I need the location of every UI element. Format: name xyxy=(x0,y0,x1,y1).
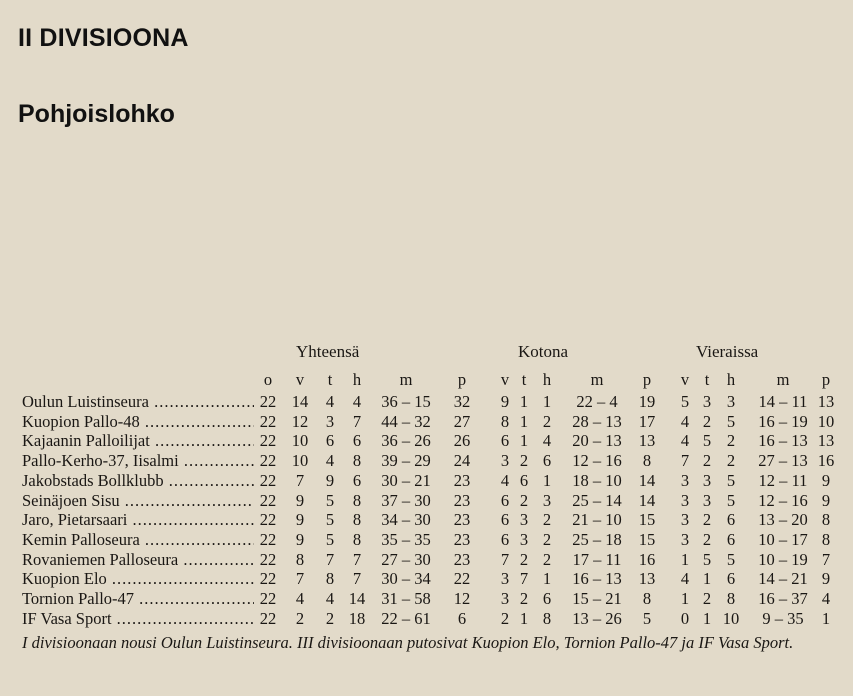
table-cell-home: 28 – 13 xyxy=(572,411,622,431)
table-cell-home: 6 xyxy=(500,510,510,530)
column-header-total: p xyxy=(457,370,467,389)
table-cell-total: 37 – 30 xyxy=(381,490,431,510)
table-cell-total: 23 xyxy=(453,490,471,510)
table-cell-home: 22 – 4 xyxy=(576,392,618,411)
table-cell-away: 4 xyxy=(680,411,690,431)
column-header-home: t xyxy=(521,370,527,389)
table-cell-total: 9 xyxy=(295,510,305,530)
table-cell-away: 4 xyxy=(680,431,690,451)
table-cell-total: 22 xyxy=(259,608,277,628)
team-name: Kuopion Elo ..... xyxy=(22,569,254,589)
table-cell-away: 9 – 35 xyxy=(762,608,804,628)
table-cell-home: 6 xyxy=(500,490,510,510)
table-cell-total: 5 xyxy=(325,510,335,530)
table-cell-total: 7 xyxy=(352,411,362,431)
table-cell-home: 20 – 13 xyxy=(572,431,622,451)
table-cell-away: 27 – 13 xyxy=(758,451,808,471)
table-cell-total: 35 – 35 xyxy=(381,529,431,549)
table-cell-away: 6 xyxy=(726,529,736,549)
column-header-total: m xyxy=(399,370,413,389)
table-cell-home: 2 xyxy=(542,411,552,431)
table-cell-away: 3 xyxy=(702,490,712,510)
team-name: Rovaniemen Palloseura ..... xyxy=(22,550,254,570)
table-cell-away: 8 xyxy=(821,510,831,530)
column-header-home: v xyxy=(500,370,510,389)
table-cell-total: 22 xyxy=(259,490,277,510)
table-cell-away: 14 – 21 xyxy=(758,569,808,589)
table-cell-away: 2 xyxy=(726,431,736,451)
table-cell-total: 22 xyxy=(259,431,277,451)
table-cell-away: 16 – 37 xyxy=(758,589,808,608)
table-cell-total: 22 xyxy=(259,392,277,411)
column-header-total: o xyxy=(263,370,273,389)
table-cell-total: 3 xyxy=(325,411,335,431)
table-cell-away: 16 – 13 xyxy=(758,431,808,451)
table-cell-home: 15 – 21 xyxy=(572,589,622,608)
table-cell-total: 22 xyxy=(259,470,277,490)
table-cell-away: 4 xyxy=(680,569,690,589)
table-cell-total: 34 – 30 xyxy=(381,510,431,530)
column-header-away: p xyxy=(821,370,831,389)
table-cell-total: 8 xyxy=(352,451,362,471)
table-cell-total: 8 xyxy=(295,549,305,569)
table-cell-away: 14 – 11 xyxy=(758,392,808,411)
table-cell-away: 6 xyxy=(726,510,736,530)
table-cell-home: 8 xyxy=(542,608,552,628)
table-cell-away: 10 xyxy=(722,608,740,628)
table-cell-home: 14 xyxy=(638,490,656,510)
table-cell-total: 7 xyxy=(352,549,362,569)
table-cell-away: 5 xyxy=(726,411,736,431)
column-header-total: v xyxy=(295,370,305,389)
table-cell-away: 10 xyxy=(817,411,835,431)
table-cell-home: 9 xyxy=(500,392,510,411)
table-cell-total: 10 xyxy=(291,451,309,471)
table-cell-home: 8 xyxy=(642,589,652,608)
table-cell-total: 4 xyxy=(352,392,362,411)
column-header-home: m xyxy=(590,370,604,389)
column-header-home: h xyxy=(542,370,552,389)
team-name: Jakobstads Bollklubb ..... xyxy=(22,471,254,491)
table-cell-home: 25 – 14 xyxy=(572,490,622,510)
table-cell-away: 5 xyxy=(726,470,736,490)
group-header-home: Kotona xyxy=(518,342,569,361)
table-cell-home: 7 xyxy=(500,549,510,569)
division-title: II DIVISIOONA xyxy=(18,24,189,52)
table-cell-total: 4 xyxy=(295,589,305,608)
table-cell-total: 22 xyxy=(259,411,277,431)
table-cell-away: 2 xyxy=(702,589,712,608)
table-cell-away: 5 xyxy=(702,549,712,569)
team-name: Pallo-Kerho-37, Iisalmi ..... xyxy=(22,451,254,471)
table-cell-total: 7 xyxy=(352,569,362,589)
table-cell-away: 6 xyxy=(726,569,736,589)
table-cell-away: 1 xyxy=(702,608,712,628)
table-cell-home: 2 xyxy=(519,451,529,471)
table-cell-total: 30 – 34 xyxy=(381,569,431,589)
table-cell-total: 23 xyxy=(453,470,471,490)
table-cell-total: 22 xyxy=(259,451,277,471)
table-cell-away: 5 xyxy=(726,549,736,569)
table-cell-away: 5 xyxy=(702,431,712,451)
table-cell-total: 27 xyxy=(453,411,471,431)
table-cell-total: 4 xyxy=(325,589,335,608)
table-cell-total: 22 – 61 xyxy=(381,608,431,628)
section-title: Pohjoislohko xyxy=(18,100,175,128)
table-cell-away: 1 xyxy=(821,608,831,628)
table-cell-away: 7 xyxy=(821,549,831,569)
column-header-total: h xyxy=(352,370,362,389)
table-cell-away: 10 – 19 xyxy=(758,549,808,569)
table-cell-total: 2 xyxy=(295,608,305,628)
column-header-away: v xyxy=(680,370,690,389)
table-cell-away: 3 xyxy=(702,392,712,411)
table-cell-total: 8 xyxy=(352,529,362,549)
table-cell-home: 17 xyxy=(638,411,656,431)
table-cell-away: 3 xyxy=(680,470,690,490)
table-cell-home: 6 xyxy=(542,589,552,608)
table-cell-total: 22 xyxy=(453,569,471,589)
team-name: Kemin Palloseura ..... xyxy=(22,530,254,550)
table-cell-home: 3 xyxy=(500,589,510,608)
table-cell-total: 9 xyxy=(325,470,335,490)
table-cell-home: 6 xyxy=(542,451,552,471)
table-cell-total: 22 xyxy=(259,569,277,589)
table-cell-total: 12 xyxy=(453,589,471,608)
footnote: I divisioonaan nousi Oulun Luistinseura. III divisioonaan putosivat Kuopion Elo, Tornion Pallo-47 ja IF Vasa Sport. xyxy=(22,633,794,652)
table-cell-away: 5 xyxy=(726,490,736,510)
table-cell-home: 15 xyxy=(638,529,656,549)
table-cell-home: 6 xyxy=(500,431,510,451)
table-cell-away: 9 xyxy=(821,569,831,589)
table-cell-total: 6 xyxy=(325,431,335,451)
table-cell-total: 22 xyxy=(259,549,277,569)
table-cell-total: 6 xyxy=(352,470,362,490)
table-cell-home: 2 xyxy=(542,549,552,569)
table-cell-total: 27 – 30 xyxy=(381,549,431,569)
team-name: IF Vasa Sport ..... xyxy=(22,609,254,629)
table-cell-away: 3 xyxy=(680,510,690,530)
table-cell-away: 0 xyxy=(680,608,690,628)
table-cell-total: 14 xyxy=(291,392,309,411)
table-cell-total: 4 xyxy=(325,392,335,411)
table-cell-away: 3 xyxy=(680,529,690,549)
table-cell-total: 8 xyxy=(352,510,362,530)
column-header-home: p xyxy=(642,370,652,389)
table-cell-home: 4 xyxy=(500,470,510,490)
table-cell-away: 5 xyxy=(680,392,690,411)
table-cell-away: 13 xyxy=(817,431,835,451)
table-cell-away: 10 – 17 xyxy=(758,529,808,549)
table-cell-home: 19 xyxy=(638,392,656,411)
table-cell-total: 30 – 21 xyxy=(381,470,431,490)
table-cell-away: 1 xyxy=(680,589,690,608)
table-cell-away: 16 xyxy=(817,451,835,471)
table-cell-home: 2 xyxy=(542,510,552,530)
table-cell-away: 12 – 16 xyxy=(758,490,808,510)
table-cell-home: 3 xyxy=(500,569,510,589)
table-cell-away: 1 xyxy=(680,549,690,569)
table-cell-home: 2 xyxy=(519,549,529,569)
table-cell-total: 39 – 29 xyxy=(381,451,431,471)
table-cell-total: 23 xyxy=(453,529,471,549)
table-cell-total: 23 xyxy=(453,510,471,530)
table-cell-home: 6 xyxy=(500,529,510,549)
table-cell-home: 1 xyxy=(519,608,529,628)
table-cell-home: 21 – 10 xyxy=(572,510,622,530)
table-cell-away: 2 xyxy=(702,529,712,549)
table-cell-away: 3 xyxy=(680,490,690,510)
table-cell-total: 8 xyxy=(352,490,362,510)
table-cell-home: 14 xyxy=(638,470,656,490)
table-cell-home: 2 xyxy=(542,529,552,549)
team-name: Jaro, Pietarsaari ..... xyxy=(22,510,254,530)
table-cell-total: 18 xyxy=(348,608,366,628)
table-cell-away: 9 xyxy=(821,490,831,510)
table-cell-total: 5 xyxy=(325,529,335,549)
table-cell-away: 12 – 11 xyxy=(758,470,808,490)
table-cell-home: 4 xyxy=(542,431,552,451)
table-cell-home: 1 xyxy=(542,392,552,411)
table-cell-home: 1 xyxy=(519,431,529,451)
table-cell-total: 14 xyxy=(348,589,366,608)
table-cell-away: 9 xyxy=(821,470,831,490)
table-cell-home: 25 – 18 xyxy=(572,529,622,549)
table-cell-total: 32 xyxy=(453,392,471,411)
table-cell-home: 7 xyxy=(519,569,529,589)
team-name: Tornion Pallo-47 ..... xyxy=(22,589,254,609)
column-header-away: m xyxy=(776,370,790,389)
table-cell-home: 2 xyxy=(500,608,510,628)
table-cell-away: 8 xyxy=(726,589,736,608)
table-cell-total: 36 – 15 xyxy=(381,392,431,411)
table-cell-total: 10 xyxy=(291,431,309,451)
table-cell-away: 16 – 19 xyxy=(758,411,808,431)
table-cell-away: 2 xyxy=(702,411,712,431)
table-cell-away: 3 xyxy=(702,470,712,490)
table-cell-home: 13 – 26 xyxy=(572,608,622,628)
table-cell-home: 17 – 11 xyxy=(572,549,622,569)
table-cell-home: 3 xyxy=(519,510,529,530)
table-cell-total: 8 xyxy=(325,569,335,589)
table-cell-away: 13 – 20 xyxy=(758,510,808,530)
table-cell-home: 16 – 13 xyxy=(572,569,622,589)
column-header-total: t xyxy=(327,370,333,389)
table-cell-home: 6 xyxy=(519,470,529,490)
table-cell-home: 5 xyxy=(642,608,652,628)
table-cell-total: 23 xyxy=(453,549,471,569)
table-cell-home: 8 xyxy=(500,411,510,431)
table-cell-total: 22 xyxy=(259,510,277,530)
column-header-away: t xyxy=(704,370,710,389)
table-cell-total: 12 xyxy=(291,411,309,431)
group-header-away: Vieraissa xyxy=(696,342,759,361)
table-cell-away: 1 xyxy=(702,569,712,589)
table-cell-total: 4 xyxy=(325,451,335,471)
table-cell-total: 5 xyxy=(325,490,335,510)
column-header-away: h xyxy=(726,370,736,389)
team-name: Kajaanin Palloilijat ..... xyxy=(22,431,254,451)
table-cell-away: 2 xyxy=(702,451,712,471)
table-cell-away: 7 xyxy=(680,451,690,471)
table-cell-home: 3 xyxy=(542,490,552,510)
team-name: Kuopion Pallo-48 ..... xyxy=(22,412,254,432)
table-cell-away: 13 xyxy=(817,392,835,411)
table-cell-away: 3 xyxy=(726,392,736,411)
table-cell-away: 4 xyxy=(821,589,831,608)
table-cell-total: 31 – 58 xyxy=(381,589,431,608)
table-cell-away: 8 xyxy=(821,529,831,549)
table-cell-total: 9 xyxy=(295,529,305,549)
table-cell-home: 18 – 10 xyxy=(572,470,622,490)
table-cell-total: 7 xyxy=(295,470,305,490)
table-cell-away: 2 xyxy=(726,451,736,471)
table-cell-total: 44 – 32 xyxy=(381,411,431,431)
table-cell-total: 24 xyxy=(453,451,471,471)
table-cell-total: 36 – 26 xyxy=(381,431,431,451)
table-cell-total: 6 xyxy=(352,431,362,451)
table-cell-home: 16 xyxy=(638,549,656,569)
table-cell-total: 6 xyxy=(457,608,467,628)
table-cell-total: 22 xyxy=(259,529,277,549)
table-cell-home: 2 xyxy=(519,589,529,608)
table-cell-home: 3 xyxy=(500,451,510,471)
table-cell-home: 13 xyxy=(638,569,656,589)
table-cell-home: 13 xyxy=(638,431,656,451)
table-cell-total: 7 xyxy=(295,569,305,589)
table-cell-home: 1 xyxy=(542,569,552,589)
table-cell-home: 3 xyxy=(519,529,529,549)
table-cell-total: 7 xyxy=(325,549,335,569)
group-header-total: Yhteensä xyxy=(296,342,360,361)
table-cell-home: 1 xyxy=(542,470,552,490)
table-cell-home: 2 xyxy=(519,490,529,510)
team-name: Oulun Luistinseura ..... xyxy=(22,392,254,412)
table-cell-home: 12 – 16 xyxy=(572,451,622,471)
table-cell-home: 15 xyxy=(638,510,656,530)
table-cell-away: 2 xyxy=(702,510,712,530)
table-cell-home: 1 xyxy=(519,411,529,431)
table-cell-total: 2 xyxy=(325,608,335,628)
team-name: Seinäjoen Sisu ..... xyxy=(22,491,254,511)
table-cell-total: 9 xyxy=(295,490,305,510)
table-cell-home: 8 xyxy=(642,451,652,471)
table-cell-home: 1 xyxy=(519,392,529,411)
table-cell-total: 22 xyxy=(259,589,277,608)
table-cell-total: 26 xyxy=(453,431,471,451)
